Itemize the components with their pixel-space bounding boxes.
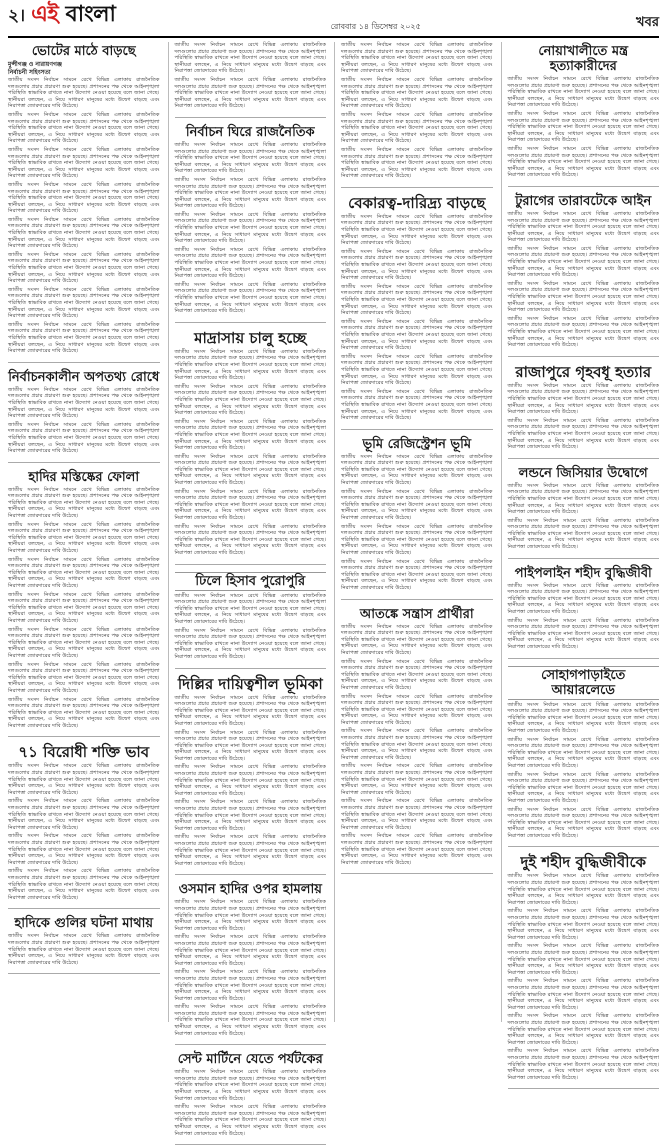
paragraph: জাতীয় সংসদ নির্বাচন সামনে রেখে বিভিন্ন এলাকায় রাজনৈতিক দলগুলোর প্রচার প্রচারণা শুরু হয়েছে। প্রশাসনের পক্ষ থেকে আইনশৃঙ্খলা পরিস্থিতি স্বাভাবিক রাখতে নানা উদ্যোগ নেওয়া হয়েছে বলে জানা গেছে। স্থানীয়রা বলছেন, এ নিয়ে সাধারণ মানুষের মধ্যে উদ্বেগ বাড়ছে এবং নিরাপত্তা জোরদারের দাবি উঠেছে। xyxy=(8,146,160,180)
newspaper-logo[interactable] xyxy=(31,0,115,34)
paragraph: জাতীয় সংসদ নির্বাচন সামনে রেখে বিভিন্ন এলাকায় রাজনৈতিক দলগুলোর প্রচার প্রচারণা শুরু হয়েছে। প্রশাসনের পক্ষ থেকে আইনশৃঙ্খলা পরিস্থিতি স্বাভাবিক রাখতে নানা উদ্যোগ নেওয়া হয়েছে বলে জানা গেছে। স্থানীয়রা বলছেন, এ নিয়ে সাধারণ মানুষের মধ্যে উদ্বেগ বাড়ছে এবং নিরাপত্তা জোরদারের দাবি উঠেছে। xyxy=(507,978,659,1011)
paragraph: জাতীয় সংসদ নির্বাচন সামনে রেখে বিভিন্ন এলাকায় রাজনৈতিক দলগুলোর প্রচার প্রচারণা শুরু হয়েছে। প্রশাসনের পক্ষ থেকে আইনশৃঙ্খলা পরিস্থিতি স্বাভাবিক রাখতে নানা উদ্যোগ নেওয়া হয়েছে বলে জানা গেছে। স্থানীয়রা বলছেন, এ নিয়ে সাধারণ মানুষের মধ্যে উদ্বেগ বাড়ছে এবং নিরাপত্তা জোরদারের দাবি উঠেছে। xyxy=(8,251,160,285)
paragraph: জাতীয় সংসদ নির্বাচন সামনে রেখে বিভিন্ন এলাকায় রাজনৈতিক দলগুলোর প্রচার প্রচারণা শুরু হয়েছে। প্রশাসনের পক্ষ থেকে আইনশৃঙ্খলা পরিস্থিতি স্বাভাবিক রাখতে নানা উদ্যোগ নেওয়া হয়েছে বলে জানা গেছে। স্থানীয়রা বলছেন, এ নিয়ে সাধারণ মানুষের মধ্যে উদ্বেগ বাড়ছে এবং নিরাপত্তা জোরদারের দাবি উঠেছে। xyxy=(174,969,326,1002)
paragraph: জাতীয় সংসদ নির্বাচন সামনে রেখে বিভিন্ন এলাকায় রাজনৈতিক দলগুলোর প্রচার প্রচারণা শুরু হয়েছে। প্রশাসনের পক্ষ থেকে আইনশৃঙ্খলা পরিস্থিতি স্বাভাবিক রাখতে নানা উদ্যোগ নেওয়া হয়েছে বলে জানা গেছে। স্থানীয়রা বলছেন, এ নিয়ে সাধারণ মানুষের মধ্যে উদ্বেগ বাড়ছে এবং নিরাপত্তা জোরদারের দাবি উঠেছে। xyxy=(507,280,659,314)
paragraph: জাতীয় সংসদ নির্বাচন সামনে রেখে বিভিন্ন এলাকায় রাজনৈতিক দলগুলোর প্রচার প্রচারণা শুরু হয়েছে। প্রশাসনের পক্ষ থেকে আইনশৃঙ্খলা পরিস্থিতি স্বাভাবিক রাখতে নানা উদ্যোগ নেওয়া হয়েছে বলে জানা গেছে। স্থানীয়রা বলছেন, এ নিয়ে সাধারণ মানুষের মধ্যে উদ্বেগ বাড়ছে এবং নিরাপত্তা জোরদারের দাবি উঠেছে। xyxy=(8,286,160,320)
column-1 xyxy=(8,42,160,1022)
headline[interactable]: রাজাপুরে গৃহবধূ হত্যার xyxy=(515,362,652,381)
paragraph: জাতীয় সংসদ নির্বাচন সামনে রেখে বিভিন্ন এলাকায় রাজনৈতিক দলগুলোর প্রচার প্রচারণা শুরু হয়েছে। প্রশাসনের পক্ষ থেকে আইনশৃঙ্খলা পরিস্থিতি স্বাভাবিক রাখতে নানা উদ্যোগ নেওয়া হয়েছে বলে জানা গেছে। স্থানীয়রা বলছেন, এ নিয়ে সাধারণ মানুষের মধ্যে উদ্বেগ বাড়ছে এবং নিরাপত্তা জোরদারের দাবি উঠেছে। xyxy=(8,321,160,355)
article-body xyxy=(175,1069,327,1137)
divider xyxy=(508,458,660,459)
headline[interactable]: টুরাগের তারাবটেকে আইন xyxy=(515,193,652,209)
paragraph: জাতীয় সংসদ নির্বাচন সামনে রেখে বিভিন্ন এলাকায় রাজনৈতিক দলগুলোর প্রচার প্রচারণা শুরু হয়েছে। প্রশাসনের পক্ষ থেকে আইনশৃঙ্খলা পরিস্থিতি স্বাভাবিক রাখতে নানা উদ্যোগ নেওয়া হয়েছে বলে জানা গেছে। স্থানীয়রা বলছেন, এ নিয়ে সাধারণ মানুষের মধ্যে উদ্বেগ বাড়ছে এবং নিরাপত্তা জোরদারের দাবি উঠেছে। xyxy=(341,213,493,247)
paragraph: জাতীয় সংসদ নির্বাচন সামনে রেখে বিভিন্ন এলাকায় রাজনৈতিক দলগুলোর প্রচার প্রচারণা শুরু হয়েছে। প্রশাসনের পক্ষ থেকে আইনশৃঙ্খলা পরিস্থিতি স্বাভাবিক রাখতে নানা উদ্যোগ নেওয়া হয়েছে বলে জানা গেছে। স্থানীয়রা বলছেন, এ নিয়ে সাধারণ মানুষের মধ্যে উদ্বেগ বাড়ছে এবং নিরাপত্তা জোরদারের দাবি উঠেছে। xyxy=(341,693,493,726)
paragraph: জাতীয় সংসদ নির্বাচন সামনে রেখে বিভিন্ন এলাকায় রাজনৈতিক দলগুলোর প্রচার প্রচারণা শুরু হয়েছে। প্রশাসনের পক্ষ থেকে আইনশৃঙ্খলা পরিস্থিতি স্বাভাবিক রাখতে নানা উদ্যোগ নেওয়া হয়েছে বলে জানা গেছে। স্থানীয়রা বলছেন, এ নিয়ে সাধারণ মানুষের মধ্যে উদ্বেগ বাড়ছে এবং নিরাপত্তা জোরদারের দাবি উঠেছে। xyxy=(174,799,326,832)
paragraph: জাতীয় সংসদ নির্বাচন সামনে রেখে বিভিন্ন এলাকায় রাজনৈতিক দলগুলোর প্রচার প্রচারণা শুরু হয়েছে। প্রশাসনের পক্ষ থেকে আইনশৃঙ্খলা পরিস্থিতি স্বাভাবিক রাখতে নানা উদ্যোগ নেওয়া হয়েছে বলে জানা গেছে। স্থানীয়রা বলছেন, এ নিয়ে সাধারণ মানুষের মধ্যে উদ্বেগ বাড়ছে এবং নিরাপত্তা জোরদারের দাবি উঠেছে। xyxy=(341,283,493,317)
page-number: ২। xyxy=(8,6,26,26)
paragraph: জাতীয় সংসদ নির্বাচন সামনে রেখে বিভিন্ন এলাকায় রাজনৈতিক দলগুলোর প্রচার প্রচারণা শুরু হয়েছে। প্রশাসনের পক্ষ থেকে আইনশৃঙ্খলা পরিস্থিতি স্বাভাবিক রাখতে নানা উদ্যোগ নেওয়া হয়েছে বলে জানা গেছে। স্থানীয়রা বলছেন, এ নিয়ে সাধারণ মানুষের মধ্যে উদ্বেগ বাড়ছে এবং নিরাপত্তা জোরদারের দাবি উঠেছে। xyxy=(341,558,493,591)
article-b4[interactable] xyxy=(175,570,327,663)
article-a3[interactable] xyxy=(8,468,160,732)
divider xyxy=(508,186,660,187)
headline[interactable]: ৭১ বিরোধী শক্তি ভাব xyxy=(18,743,150,762)
paragraph: জাতীয় সংসদ নির্বাচন সামনে রেখে বিভিন্ন এলাকায় রাজনৈতিক দলগুলোর প্রচার প্রচারণা শুরু হয়েছে। প্রশাসনের পক্ষ থেকে আইনশৃঙ্খলা পরিস্থিতি স্বাভাবিক রাখতে নানা উদ্যোগ নেওয়া হয়েছে বলে জানা গেছে। স্থানীয়রা বলছেন, এ নিয়ে সাধারণ মানুষের মধ্যে উদ্বেগ বাড়ছে এবং নিরাপত্তা জোরদারের দাবি উঠেছে। xyxy=(8,868,160,901)
divider xyxy=(175,117,327,118)
paragraph: জাতীয় সংসদ নির্বাচন সামনে রেখে বিভিন্ন এলাকায় রাজনৈতিক দলগুলোর প্রচার প্রচারণা শুরু হয়েছে। প্রশাসনের পক্ষ থেকে আইনশৃঙ্খলা পরিস্থিতি স্বাভাবিক রাখতে নানা উদ্যোগ নেওয়া হয়েছে বলে জানা গেছে। স্থানীয়রা বলছেন, এ নিয়ে সাধারণ মানুষের মধ্যে উদ্বেগ বাড়ছে এবং নিরাপত্তা জোরদারের দাবি উঠেছে। xyxy=(507,736,659,769)
paragraph: জাতীয় সংসদ নির্বাচন সামনে রেখে বিভিন্ন এলাকায় রাজনৈতিক দলগুলোর প্রচার প্রচারণা শুরু হয়েছে। প্রশাসনের পক্ষ থেকে আইনশৃঙ্খলা পরিস্থিতি স্বাভাবিক রাখতে নানা উদ্যোগ নেওয়া হয়েছে বলে জানা গেছে। স্থানীয়রা বলছেন, এ নিয়ে সাধারণ মানুষের মধ্যে উদ্বেগ বাড়ছে এবং নিরাপত্তা জোরদারের দাবি উঠেছে। xyxy=(507,582,659,616)
article-c1[interactable] xyxy=(341,42,493,182)
paragraph: জাতীয় সংসদ নির্বাচন সামনে রেখে বিভিন্ন এলাকায় রাজনৈতিক দলগুলোর প্রচার প্রচারণা শুরু হয়েছে। প্রশাসনের পক্ষ থেকে আইনশৃঙ্খলা পরিস্থিতি স্বাভাবিক রাখতে নানা উদ্যোগ নেওয়া হয়েছে বলে জানা গেছে। স্থানীয়রা বলছেন, এ নিয়ে সাধারণ মানুষের মধ্যে উদ্বেগ বাড়ছে এবং নিরাপত্তা জোরদারের দাবি উঠেছে। xyxy=(8,216,160,250)
paragraph: জাতীয় সংসদ নির্বাচন সামনে রেখে বিভিন্ন এলাকায় রাজনৈতিক দলগুলোর প্রচার প্রচারণা শুরু হয়েছে। প্রশাসনের পক্ষ থেকে আইনশৃঙ্খলা পরিস্থিতি স্বাভাবিক রাখতে নানা উদ্যোগ নেওয়া হয়েছে বলে জানা গেছে। স্থানীয়রা বলছেন, এ নিয়ে সাধারণ মানুষের মধ্যে উদ্বেগ বাড়ছে এবং নিরাপত্তা জোরদারের দাবি উঠেছে। xyxy=(507,382,659,416)
paragraph: জাতীয় সংসদ নির্বাচন সামনে রেখে বিভিন্ন এলাকায় রাজনৈতিক দলগুলোর প্রচার প্রচারণা শুরু হয়েছে। প্রশাসনের পক্ষ থেকে আইনশৃঙ্খলা পরিস্থিতি স্বাভাবিক রাখতে নানা উদ্যোগ নেওয়া হয়েছে বলে জানা গেছে। স্থানীয়রা বলছেন, এ নিয়ে সাধারণ মানুষের মধ্যে উদ্বেগ বাড়ছে এবং নিরাপত্তা জোরদারের দাবি উঠেছে। xyxy=(174,1069,326,1102)
paragraph: জাতীয় সংসদ নির্বাচন সামনে রেখে বিভিন্ন এলাকায় রাজনৈতিক দলগুলোর প্রচার প্রচারণা শুরু হয়েছে। প্রশাসনের পক্ষ থেকে আইনশৃঙ্খলা পরিস্থিতি স্বাভাবিক রাখতে নানা উদ্যোগ নেওয়া হয়েছে বলে জানা গেছে। স্থানীয়রা বলছেন, এ নিয়ে সাধারণ মানুষের মধ্যে উদ্বেগ বাড়ছে এবং নিরাপত্তা জোরদারের দাবি উঠেছে। xyxy=(174,729,326,762)
article-body xyxy=(508,211,660,349)
paragraph: জাতীয় সংসদ নির্বাচন সামনে রেখে বিভিন্ন এলাকায় রাজনৈতিক দলগুলোর প্রচার প্রচারণা শুরু হয়েছে। প্রশাসনের পক্ষ থেকে আইনশৃঙ্খলা পরিস্থিতি স্বাভাবিক রাখতে নানা উদ্যোগ নেওয়া হয়েছে বলে জানা গেছে। স্থানীয়রা বলছেন, এ নিয়ে সাধারণ মানুষের মধ্যে উদ্বেগ বাড়ছে এবং নিরাপত্তা জোরদারের দাবি উঠেছে। xyxy=(341,728,493,761)
column-2 xyxy=(168,42,327,1137)
paragraph: জাতীয় সংসদ নির্বাচন সামনে রেখে বিভিন্ন এলাকায় রাজনৈতিক দলগুলোর প্রচার প্রচারণা শুরু হয়েছে। প্রশাসনের পক্ষ থেকে আইনশৃঙ্খলা পরিস্থিতি স্বাভাবিক রাখতে নানা উদ্যোগ নেওয়া হয়েছে বলে জানা গেছে। স্থানীয়রা বলছেন, এ নিয়ে সাধারণ মানুষের মধ্যে উদ্বেগ বাড়ছে এবং নিরাপত্তা জোরদারের দাবি উঠেছে। xyxy=(341,798,493,831)
paragraph: জাতীয় সংসদ নির্বাচন সামনে রেখে বিভিন্ন এলাকায় রাজনৈতিক দলগুলোর প্রচার প্রচারণা শুরু হয়েছে। প্রশাসনের পক্ষ থেকে আইনশৃঙ্খলা পরিস্থিতি স্বাভাবিক রাখতে নানা উদ্যোগ নেওয়া হয়েছে বলে জানা গেছে। স্থানীয়রা বলছেন, এ নিয়ে সাধারণ মানুষের মধ্যে উদ্বেগ বাড়ছে এবং নিরাপত্তা জোরদারের দাবি উঠেছে। xyxy=(8,591,160,624)
paragraph: জাতীয় সংসদ নির্বাচন সামনে রেখে বিভিন্ন এলাকায় রাজনৈতিক দলগুলোর প্রচার প্রচারণা শুরু হয়েছে। প্রশাসনের পক্ষ থেকে আইনশৃঙ্খলা পরিস্থিতি স্বাভাবিক রাখতে নানা উদ্যোগ নেওয়া হয়েছে বলে জানা গেছে। স্থানীয়রা বলছেন, এ নিয়ে সাধারণ মানুষের মধ্যে উদ্বেগ বাড়ছে এবং নিরাপত্তা জোরদারের দাবি উঠেছে। xyxy=(341,763,493,796)
paragraph: জাতীয় সংসদ নির্বাচন সামনে রেখে বিভিন্ন এলাকায় রাজনৈতিক দলগুলোর প্রচার প্রচারণা শুরু হয়েছে। প্রশাসনের পক্ষ থেকে আইনশৃঙ্খলা পরিস্থিতি স্বাভাবিক রাখতে নানা উদ্যোগ নেওয়া হয়েছে বলে জানা গেছে। স্থানীয়রা বলছেন, এ নিয়ে সাধারণ মানুষের মধ্যে উদ্বেগ বাড়ছে এবং নিরাপত্তা জোরদারের দাবি উঠেছে। xyxy=(341,488,493,522)
divider xyxy=(8,908,160,909)
divider xyxy=(341,873,493,874)
paragraph: জাতীয় সংসদ নির্বাচন সামনে রেখে বিভিন্ন এলাকায় রাজনৈতিক দলগুলোর প্রচার প্রচারণা শুরু হয়েছে। প্রশাসনের পক্ষ থেকে আইনশৃঙ্খলা পরিস্থিতি স্বাভাবিক রাখতে নানা উদ্যোগ নেওয়া হয়েছে বলে জানা গেছে। স্থানীয়রা বলছেন, এ নিয়ে সাধারণ মানুষের মধ্যে উদ্বেগ বাড়ছে এবং নিরাপত্তা জোরদারের দাবি উঠেছে। xyxy=(8,556,160,589)
article-a5[interactable] xyxy=(8,914,160,968)
article-b6[interactable] xyxy=(175,880,327,1039)
paragraph: জাতীয় সংসদ নির্বাচন সামনে রেখে বিভিন্ন এলাকায় রাজনৈতিক দলগুলোর প্রচার প্রচারণা শুরু হয়েছে। প্রশাসনের পক্ষ থেকে আইনশৃঙ্খলা পরিস্থিতি স্বাভাবিক রাখতে নানা উদ্যোগ নেওয়া হয়েছে বলে জানা গেছে। স্থানীয়রা বলছেন, এ নিয়ে সাধারণ মানুষের মধ্যে উদ্বেগ বাড়ছে এবং নিরাপত্তা জোরদারের দাবি উঠেছে। xyxy=(8,933,160,966)
paragraph: জাতীয় সংসদ নির্বাচন সামনে রেখে বিভিন্ন এলাকায় রাজনৈতিক দলগুলোর প্রচার প্রচারণা শুরু হয়েছে। প্রশাসনের পক্ষ থেকে আইনশৃঙ্খলা পরিস্থিতি স্বাভাবিক রাখতে নানা উদ্যোগ নেওয়া হয়েছে বলে জানা গেছে। স্থানীয়রা বলছেন, এ নিয়ে সাধারণ মানুষের মধ্যে উদ্বেগ বাড়ছে এবং নিরাপত্তা জোরদারের দাবি উঠেছে। xyxy=(8,77,160,110)
paragraph: জাতীয় সংসদ নির্বাচন সামনে রেখে বিভিন্ন এলাকায় রাজনৈতিক দলগুলোর প্রচার প্রচারণা শুরু হয়েছে। প্রশাসনের পক্ষ থেকে আইনশৃঙ্খলা পরিস্থিতি স্বাভাবিক রাখতে নানা উদ্যোগ নেওয়া হয়েছে বলে জানা গেছে। স্থানীয়রা বলছেন, এ নিয়ে সাধারণ মানুষের মধ্যে উদ্বেগ বাড়ছে এবং নিরাপত্তা জোরদারের দাবি উঠেছে। xyxy=(8,833,160,866)
article-body xyxy=(175,695,327,868)
article-d4[interactable] xyxy=(508,464,660,553)
logo-prefix: এই xyxy=(31,1,59,27)
paragraph: জাতীয় সংসদ নির্বাচন সামনে রেখে বিভিন্ন এলাকায় রাজনৈতিক দলগুলোর প্রচার প্রচারণা শুরু হয়েছে। প্রশাসনের পক্ষ থেকে আইনশৃঙ্খলা পরিস্থিতি স্বাভাবিক রাখতে নানা উদ্যোগ নেওয়া হয়েছে বলে জানা গেছে। স্থানীয়রা বলছেন, এ নিয়ে সাধারণ মানুষের মধ্যে উদ্বেগ বাড়ছে এবং নিরাপত্তা জোরদারের দাবি উঠেছে। xyxy=(507,873,659,906)
article-body xyxy=(508,873,660,1081)
headline[interactable]: ঢিলে হিসাব পুরোপুরি xyxy=(175,572,327,591)
headline[interactable]: ওসমান হাদির ওপর হামলায় xyxy=(178,882,322,898)
divider xyxy=(175,874,327,875)
article-d3[interactable] xyxy=(508,362,660,453)
paragraph: জাতীয় সংসদ নির্বাচন সামনে রেখে বিভিন্ন এলাকায় রাজনৈতিক দলগুলোর প্রচার প্রচারণা শুরু হয়েছে। প্রশাসনের পক্ষ থেকে আইনশৃঙ্খলা পরিস্থিতি স্বাভাবিক রাখতে নানা উদ্যোগ নেওয়া হয়েছে বলে জানা গেছে। স্থানীয়রা বলছেন, এ নিয়ে সাধারণ মানুষের মধ্যে উদ্বেগ বাড়ছে এবং নিরাপত্তা জোরদারের দাবি উঠেছে। xyxy=(341,523,493,556)
divider xyxy=(508,558,660,559)
paragraph: জাতীয় সংসদ নির্বাচন সামনে রেখে বিভিন্ন এলাকায় রাজনৈতিক দলগুলোর প্রচার প্রচারণা শুরু হয়েছে। প্রশাসনের পক্ষ থেকে আইনশৃঙ্খলা পরিস্থিতি স্বাভাবিক রাখতে নানা উদ্যোগ নেওয়া হয়েছে বলে জানা গেছে। স্থানীয়রা বলছেন, এ নিয়ে সাধারণ মানুষের মধ্যে উদ্বেগ বাড়ছে এবং নিরাপত্তা জোরদারের দাবি উঠেছে। xyxy=(174,523,326,556)
paragraph: জাতীয় সংসদ নির্বাচন সামনে রেখে বিভিন্ন এলাকায় রাজনৈতিক দলগুলোর প্রচার প্রচারণা শুরু হয়েছে। প্রশাসনের পক্ষ থেকে আইনশৃঙ্খলা পরিস্থিতি স্বাভাবিক রাখতে নানা উদ্যোগ নেওয়া হয়েছে বলে জানা গেছে। স্থানীয়রা বলছেন, এ নিয়ে সাধারণ মানুষের মধ্যে উদ্বেগ বাড়ছে এবং নিরাপত্তা জোরদারের দাবি উঠেছে। xyxy=(341,76,493,110)
article-d1[interactable] xyxy=(508,42,660,181)
paragraph: জাতীয় সংসদ নির্বাচন সামনে রেখে বিভিন্ন এলাকায় রাজনৈতিক দলগুলোর প্রচার প্রচারণা শুরু হয়েছে। প্রশাসনের পক্ষ থেকে আইনশৃঙ্খলা পরিস্থিতি স্বাভাবিক রাখতে নানা উদ্যোগ নেওয়া হয়েছে বলে জানা গেছে। স্থানীয়রা বলছেন, এ নিয়ে সাধারণ মানুষের মধ্যে উদ্বেগ বাড়ছে এবং নিরাপত্তা জোরদারের দাবি উঠেছে। xyxy=(341,146,493,180)
article-body xyxy=(175,349,327,557)
paragraph: জাতীয় সংসদ নির্বাচন সামনে রেখে বিভিন্ন এলাকায় রাজনৈতিক দলগুলোর প্রচার প্রচারণা শুরু হয়েছে। প্রশাসনের পক্ষ থেকে আইনশৃঙ্খলা পরিস্থিতি স্বাভাবিক রাখতে নানা উদ্যোগ নেওয়া হয়েছে বলে জানা গেছে। স্থানীয়রা বলছেন, এ নিয়ে সাধারণ মানুষের মধ্যে উদ্বেগ বাড়ছে এবং নিরাপত্তা জোরদারের দাবি উঠেছে। xyxy=(507,1013,659,1046)
headline[interactable]: ভোটের মাঠে বাড়ছে xyxy=(31,44,136,59)
paragraph: জাতীয় সংসদ নির্বাচন সামনে রেখে বিভিন্ন এলাকায় রাজনৈতিক দলগুলোর প্রচার প্রচারণা শুরু হয়েছে। প্রশাসনের পক্ষ থেকে আইনশৃঙ্খলা পরিস্থিতি স্বাভাবিক রাখতে নানা উদ্যোগ নেওয়া হয়েছে বলে জানা গেছে। স্থানীয়রা বলছেন, এ নিয়ে সাধারণ মানুষের মধ্যে উদ্বেগ বাড়ছে এবং নিরাপত্তা জোরদারের দাবি উঠেছে। xyxy=(174,1104,326,1137)
article-body xyxy=(341,454,493,592)
paragraph: জাতীয় সংসদ নির্বাচন সামনে রেখে বিভিন্ন এলাকায় রাজনৈতিক দলগুলোর প্রচার প্রচারণা শুরু হয়েছে। প্রশাসনের পক্ষ থেকে আইনশৃঙ্খলা পরিস্থিতি স্বাভাবিক রাখতে নানা উদ্যোগ নেওয়া হয়েছে বলে জানা গেছে। স্থানীয়রা বলছেন, এ নিয়ে সাধারণ মানুষের মধ্যে উদ্বেগ বাড়ছে এবং নিরাপত্তা জোরদারের দাবি উঠেছে। xyxy=(507,245,659,279)
divider xyxy=(175,668,327,669)
paragraph: জাতীয় সংসদ নির্বাচন সামনে রেখে বিভিন্ন এলাকায় রাজনৈতিক দলগুলোর প্রচার প্রচারণা শুরু হয়েছে। প্রশাসনের পক্ষ থেকে আইনশৃঙ্খলা পরিস্থিতি স্বাভাবিক রাখতে নানা উদ্যোগ নেওয়া হয়েছে বলে জানা গেছে। স্থানীয়রা বলছেন, এ নিয়ে সাধারণ মানুষের মধ্যে উদ্বেগ বাড়ছে এবং নিরাপত্তা জোরদারের দাবি উঠেছে। xyxy=(507,210,659,244)
article-body xyxy=(175,142,327,315)
divider xyxy=(8,462,160,463)
divider xyxy=(175,322,327,323)
article-d5[interactable] xyxy=(508,564,660,653)
article-d6[interactable] xyxy=(508,664,660,842)
article-body xyxy=(8,933,160,966)
divider xyxy=(341,429,493,430)
paragraph: জাতীয় সংসদ নির্বাচন সামনে রেখে বিভিন্ন এলাকায় রাজনৈতিক দলগুলোর প্রচার প্রচারণা শুরু হয়েছে। প্রশাসনের পক্ষ থেকে আইনশৃঙ্খলা পরিস্থিতি স্বাভাবিক রাখতে নানা উদ্যোগ নেওয়া হয়েছে বলে জানা গেছে। স্থানীয়রা বলছেন, এ নিয়ে সাধারণ মানুষের মধ্যে উদ্বেগ বাড়ছে এবং নিরাপত্তা জোরদারের দাবি উঠেছে। xyxy=(507,417,659,451)
article-body xyxy=(175,593,327,661)
section-label: খবর xyxy=(636,15,659,30)
dateline: রোববার ১৪ ডিসেম্বর ২০২৫ xyxy=(330,22,421,31)
headline[interactable]: নির্বাচনকালীন অপতথ্য রোধে xyxy=(8,369,160,385)
paragraph: জাতীয় সংসদ নির্বাচন সামনে রেখে বিভিন্ন এলাকায় রাজনৈতিক দলগুলোর প্রচার প্রচারণা শুরু হয়েছে। প্রশাসনের পক্ষ থেকে আইনশৃঙ্খলা পরিস্থিতি স্বাভাবিক রাখতে নানা উদ্যোগ নেওয়া হয়েছে বলে জানা গেছে। স্থানীয়রা বলছেন, এ নিয়ে সাধারণ মানুষের মধ্যে উদ্বেগ বাড়ছে এবং নিরাপত্তা জোরদারের দাবি উঠেছে। xyxy=(8,763,160,796)
headline[interactable]: লন্ডনে জিসিয়ার উদ্বোগে xyxy=(518,465,648,481)
paragraph: জাতীয় সংসদ নির্বাচন সামনে রেখে বিভিন্ন এলাকায় রাজনৈতিক দলগুলোর প্রচার প্রচারণা শুরু হয়েছে। প্রশাসনের পক্ষ থেকে আইনশৃঙ্খলা পরিস্থিতি স্বাভাবিক রাখতে নানা উদ্যোগ নেওয়া হয়েছে বলে জানা গেছে। স্থানীয়রা বলছেন, এ নিয়ে সাধারণ মানুষের মধ্যে উদ্বেগ বাড়ছে এবং নিরাপত্তা জোরদারের দাবি উঠেছে। xyxy=(8,521,160,555)
paragraph: জাতীয় সংসদ নির্বাচন সামনে রেখে বিভিন্ন এলাকায় রাজনৈতিক দলগুলোর প্রচার প্রচারণা শুরু হয়েছে। প্রশাসনের পক্ষ থেকে আইনশৃঙ্খলা পরিস্থিতি স্বাভাবিক রাখতে নানা উদ্যোগ নেওয়া হয়েছে বলে জানা গেছে। স্থানীয়রা বলছেন, এ নিয়ে সাধারণ মানুষের মধ্যে উদ্বেগ বাড়ছে এবং নিরাপত্তা জোরদারের দাবি উঠেছে। xyxy=(507,617,659,650)
article-d7[interactable] xyxy=(508,852,660,1083)
divider xyxy=(508,1088,660,1089)
article-body xyxy=(508,702,660,840)
paragraph: জাতীয় সংসদ নির্বাচন সামনে রেখে বিভিন্ন এলাকায় রাজনৈতিক দলগুলোর প্রচার প্রচারণা শুরু হয়েছে। প্রশাসনের পক্ষ থেকে আইনশৃঙ্খলা পরিস্থিতি স্বাভাবিক রাখতে নানা উদ্যোগ নেওয়া হয়েছে বলে জানা গেছে। স্থানীয়রা বলছেন, এ নিয়ে সাধারণ মানুষের মধ্যে উদ্বেগ বাড়ছে এবং নিরাপত্তা জোরদারের দাবি উঠেছে। xyxy=(507,76,659,109)
paragraph: জাতীয় সংসদ নির্বাচন সামনে রেখে বিভিন্ন এলাকায় রাজনৈতিক দলগুলোর প্রচার প্রচারণা শুরু হয়েছে। প্রশাসনের পক্ষ থেকে আইনশৃঙ্খলা পরিস্থিতি স্বাভাবিক রাখতে নানা উদ্যোগ নেওয়া হয়েছে বলে জানা গেছে। স্থানীয়রা বলছেন, এ নিয়ে সাধারণ মানুষের মধ্যে উদ্বেগ বাড়ছে এবং নিরাপত্তা জোরদারের দাবি উঠেছে। xyxy=(174,211,326,245)
logo-main: বাংলা xyxy=(65,1,116,27)
paragraph: জাতীয় সংসদ নির্বাচন সামনে রেখে বিভিন্ন এলাকায় রাজনৈতিক দলগুলোর প্রচার প্রচারণা শুরু হয়েছে। প্রশাসনের পক্ষ থেকে আইনশৃঙ্খলা পরিস্থিতি স্বাভাবিক রাখতে নানা উদ্যোগ নেওয়া হয়েছে বলে জানা গেছে। স্থানীয়রা বলছেন, এ নিয়ে সাধারণ মানুষের মধ্যে উদ্বেগ বাড়ছে এবং নিরাপত্তা জোরদারের দাবি উঠেছে। xyxy=(174,592,326,625)
article-b7[interactable] xyxy=(175,1050,327,1139)
divider xyxy=(508,846,660,847)
paragraph: জাতীয় সংসদ নির্বাচন সামনে রেখে বিভিন্ন এলাকায় রাজনৈতিক দলগুলোর প্রচার প্রচারণা শুরু হয়েছে। প্রশাসনের পক্ষ থেকে আইনশৃঙ্খলা পরিস্থিতি স্বাভাবিক রাখতে নানা উদ্যোগ নেওয়া হয়েছে বলে জানা গেছে। স্থানীয়রা বলছেন, এ নিয়ে সাধারণ মানুষের মধ্যে উদ্বেগ বাড়ছে এবং নিরাপত্তা জোরদারের দাবি উঠেছে। xyxy=(174,627,326,660)
masthead xyxy=(8,1,659,38)
article-body xyxy=(508,76,660,179)
article-a1[interactable] xyxy=(8,42,160,357)
paragraph: জাতীয় সংসদ নির্বাচন সামনে রেখে বিভিন্ন এলাকায় রাজনৈতিক দলগুলোর প্রচার প্রচারণা শুরু হয়েছে। প্রশাসনের পক্ষ থেকে আইনশৃঙ্খলা পরিস্থিতি স্বাভাবিক রাখতে নানা উদ্যোগ নেওয়া হয়েছে বলে জানা গেছে। স্থানীয়রা বলছেন, এ নিয়ে সাধারণ মানুষের মধ্যে উদ্বেগ বাড়ছে এবং নিরাপত্তা জোরদারের দাবি উঠেছে। xyxy=(341,42,493,75)
column-3 xyxy=(334,42,493,1022)
paragraph: জাতীয় সংসদ নির্বাচন সামনে রেখে বিভিন্ন এলাকায় রাজনৈতিক দলগুলোর প্রচার প্রচারণা শুরু হয়েছে। প্রশাসনের পক্ষ থেকে আইনশৃঙ্খলা পরিস্থিতি স্বাভাবিক রাখতে নানা উদ্যোগ নেওয়া হয়েছে বলে জানা গেছে। স্থানীয়রা বলছেন, এ নিয়ে সাধারণ মানুষের মধ্যে উদ্বেগ বাড়ছে এবং নিরাপত্তা জোরদারের দাবি উঠেছে। xyxy=(8,696,160,729)
article-b1[interactable] xyxy=(175,42,327,112)
divider xyxy=(341,599,493,600)
divider xyxy=(341,187,493,188)
paragraph: জাতীয় সংসদ নির্বাচন সামনে রেখে বিভিন্ন এলাকায় রাজনৈতিক দলগুলোর প্রচার প্রচারণা শুরু হয়েছে। প্রশাসনের পক্ষ থেকে আইনশৃঙ্খলা পরিস্থিতি স্বাভাবিক রাখতে নানা উদ্যোগ নেওয়া হয়েছে বলে জানা গেছে। স্থানীয়রা বলছেন, এ নিয়ে সাধারণ মানুষের মধ্যে উদ্বেগ বাড়ছে এবং নিরাপত্তা জোরদারের দাবি উঠেছে। xyxy=(174,141,326,175)
paragraph: জাতীয় সংসদ নির্বাচন সামনে রেখে বিভিন্ন এলাকায় রাজনৈতিক দলগুলোর প্রচার প্রচারণা শুরু হয়েছে। প্রশাসনের পক্ষ থেকে আইনশৃঙ্খলা পরিস্থিতি স্বাভাবিক রাখতে নানা উদ্যোগ নেওয়া হয়েছে বলে জানা গেছে। স্থানীয়রা বলছেন, এ নিয়ে সাধারণ মানুষের মধ্যে উদ্বেগ বাড়ছে এবং নিরাপত্তা জোরদারের দাবি উঠেছে। xyxy=(174,348,326,382)
headline[interactable]: হাদির মস্তিষ্কের ফোলা xyxy=(28,469,140,485)
paragraph: জাতীয় সংসদ নির্বাচন সামনে রেখে বিভিন্ন এলাকায় রাজনৈতিক দলগুলোর প্রচার প্রচারণা শুরু হয়েছে। প্রশাসনের পক্ষ থেকে আইনশৃঙ্খলা পরিস্থিতি স্বাভাবিক রাখতে নানা উদ্যোগ নেওয়া হয়েছে বলে জানা গেছে। স্থানীয়রা বলছেন, এ নিয়ে সাধারণ মানুষের মধ্যে উদ্বেগ বাড়ছে এবং নিরাপত্তা জোরদারের দাবি উঠেছে। xyxy=(174,488,326,522)
paragraph: জাতীয় সংসদ নির্বাচন সামনে রেখে বিভিন্ন এলাকায় রাজনৈতিক দলগুলোর প্রচার প্রচারণা শুরু হয়েছে। প্রশাসনের পক্ষ থেকে আইনশৃঙ্খলা পরিস্থিতি স্বাভাবিক রাখতে নানা উদ্যোগ নেওয়া হয়েছে বলে জানা গেছে। স্থানীয়রা বলছেন, এ নিয়ে সাধারণ মানুষের মধ্যে উদ্বেগ বাড়ছে এবং নিরাপত্তা জোরদারের দাবি উঠেছে। xyxy=(8,386,160,420)
paragraph: জাতীয় সংসদ নির্বাচন সামনে রেখে বিভিন্ন এলাকায় রাজনৈতিক দলগুলোর প্রচার প্রচারণা শুরু হয়েছে। প্রশাসনের পক্ষ থেকে আইনশৃঙ্খলা পরিস্থিতি স্বাভাবিক রাখতে নানা উদ্যোগ নেওয়া হয়েছে বলে জানা গেছে। স্থানীয়রা বলছেন, এ নিয়ে সাধারণ মানুষের মধ্যে উদ্বেগ বাড়ছে এবং নিরাপত্তা জোরদারের দাবি উঠেছে। xyxy=(341,353,493,387)
paragraph: জাতীয় সংসদ নির্বাচন সামনে রেখে বিভিন্ন এলাকায় রাজনৈতিক দলগুলোর প্রচার প্রচারণা শুরু হয়েছে। প্রশাসনের পক্ষ থেকে আইনশৃঙ্খলা পরিস্থিতি স্বাভাবিক রাখতে নানা উদ্যোগ নেওয়া হয়েছে বলে জানা গেছে। স্থানীয়রা বলছেন, এ নিয়ে সাধারণ মানুষের মধ্যে উদ্বেগ বাড়ছে এবং নিরাপত্তা জোরদারের দাবি উঠেছে। xyxy=(174,934,326,967)
paragraph: জাতীয় সংসদ নির্বাচন সামনে রেখে বিভিন্ন এলাকায় রাজনৈতিক দলগুলোর প্রচার প্রচারণা শুরু হয়েছে। প্রশাসনের পক্ষ থেকে আইনশৃঙ্খলা পরিস্থিতি স্বাভাবিক রাখতে নানা উদ্যোগ নেওয়া হয়েছে বলে জানা গেছে। স্থানীয়রা বলছেন, এ নিয়ে সাধারণ মানুষের মধ্যে উদ্বেগ বাড়ছে এবং নিরাপত্তা জোরদারের দাবি উঠেছে। xyxy=(8,798,160,831)
paragraph: জাতীয় সংসদ নির্বাচন সামনে রেখে বিভিন্ন এলাকায় রাজনৈতিক দলগুলোর প্রচার প্রচারণা শুরু হয়েছে। প্রশাসনের পক্ষ থেকে আইনশৃঙ্খলা পরিস্থিতি স্বাভাবিক রাখতে নানা উদ্যোগ নেওয়া হয়েছে বলে জানা গেছে। স্থানীয়রা বলছেন, এ নিয়ে সাধারণ মানুষের মধ্যে উদ্বেগ বাড়ছে এবং নিরাপত্তা জোরদারের দাবি উঠেছে। xyxy=(8,421,160,455)
divider xyxy=(508,356,660,357)
headline[interactable]: নোয়াখালীতে মন্ত্র হত্যাকারীদের xyxy=(538,44,629,74)
paragraph: জাতীয় সংসদ নির্বাচন সামনে রেখে বিভিন্ন এলাকায় রাজনৈতিক দলগুলোর প্রচার প্রচারণা শুরু হয়েছে। প্রশাসনের পক্ষ থেকে আইনশৃঙ্খলা পরিস্থিতি স্বাভাবিক রাখতে নানা উদ্যোগ নেওয়া হয়েছে বলে জানা গেছে। স্থানীয়রা বলছেন, এ নিয়ে সাধারণ মানুষের মধ্যে উদ্বেগ বাড়ছে এবং নিরাপত্তা জোরদারের দাবি উঠেছে। xyxy=(174,383,326,417)
masthead-left xyxy=(8,0,115,34)
paragraph: জাতীয় সংসদ নির্বাচন সামনে রেখে বিভিন্ন এলাকায় রাজনৈতিক দলগুলোর প্রচার প্রচারণা শুরু হয়েছে। প্রশাসনের পক্ষ থেকে আইনশৃঙ্খলা পরিস্থিতি স্বাভাবিক রাখতে নানা উদ্যোগ নেওয়া হয়েছে বলে জানা গেছে। স্থানীয়রা বলছেন, এ নিয়ে সাধারণ মানুষের মধ্যে উদ্বেগ বাড়ছে এবং নিরাপত্তা জোরদারের দাবি উঠেছে। xyxy=(507,908,659,941)
paragraph: জাতীয় সংসদ নির্বাচন সামনে রেখে বিভিন্ন এলাকায় রাজনৈতিক দলগুলোর প্রচার প্রচারণা শুরু হয়েছে। প্রশাসনের পক্ষ থেকে আইনশৃঙ্খলা পরিস্থিতি স্বাভাবিক রাখতে নানা উদ্যোগ নেওয়া হয়েছে বলে জানা গেছে। স্থানীয়রা বলছেন, এ নিয়ে সাধারণ মানুষের মধ্যে উদ্বেগ বাড়ছে এবং নিরাপত্তা জোরদারের দাবি উঠেছে। xyxy=(341,248,493,282)
paragraph: জাতীয় সংসদ নির্বাচন সামনে রেখে বিভিন্ন এলাকায় রাজনৈতিক দলগুলোর প্রচার প্রচারণা শুরু হয়েছে। প্রশাসনের পক্ষ থেকে আইনশৃঙ্খলা পরিস্থিতি স্বাভাবিক রাখতে নানা উদ্যোগ নেওয়া হয়েছে বলে জানা গেছে। স্থানীয়রা বলছেন, এ নিয়ে সাধারণ মানুষের মধ্যে উদ্বেগ বাড়ছে এবং নিরাপত্তা জোরদারের দাবি উঠেছে। xyxy=(174,694,326,727)
paragraph: জাতীয় সংসদ নির্বাচন সামনে রেখে বিভিন্ন এলাকায় রাজনৈতিক দলগুলোর প্রচার প্রচারণা শুরু হয়েছে। প্রশাসনের পক্ষ থেকে আইনশৃঙ্খলা পরিস্থিতি স্বাভাবিক রাখতে নানা উদ্যোগ নেওয়া হয়েছে বলে জানা গেছে। স্থানীয়রা বলছেন, এ নিয়ে সাধারণ মানুষের মধ্যে উদ্বেগ বাড়ছে এবং নিরাপত্তা জোরদারের দাবি উঠেছে। xyxy=(174,834,326,867)
article-body xyxy=(341,42,493,180)
article-b5[interactable] xyxy=(175,674,327,870)
paragraph: জাতীয় সংসদ নির্বাচন সামনে রেখে বিভিন্ন এলাকায় রাজনৈতিক দলগুলোর প্রচার প্রচারণা শুরু হয়েছে। প্রশাসনের পক্ষ থেকে আইনশৃঙ্খলা পরিস্থিতি স্বাভাবিক রাখতে নানা উদ্যোগ নেওয়া হয়েছে বলে জানা গেছে। স্থানীয়রা বলছেন, এ নিয়ে সাধারণ মানুষের মধ্যে উদ্বেগ বাড়ছে এবং নিরাপত্তা জোরদারের দাবি উঠেছে। xyxy=(174,453,326,487)
paragraph: জাতীয় সংসদ নির্বাচন সামনে রেখে বিভিন্ন এলাকায় রাজনৈতিক দলগুলোর প্রচার প্রচারণা শুরু হয়েছে। প্রশাসনের পক্ষ থেকে আইনশৃঙ্খলা পরিস্থিতি স্বাভাবিক রাখতে নানা উদ্যোগ নেওয়া হয়েছে বলে জানা গেছে। স্থানীয়রা বলছেন, এ নিয়ে সাধারণ মানুষের মধ্যে উদ্বেগ বাড়ছে এবং নিরাপত্তা জোরদারের দাবি উঠেছে। xyxy=(174,1004,326,1037)
article-c4[interactable] xyxy=(341,605,493,869)
article-body xyxy=(341,214,493,422)
paragraph: জাতীয় সংসদ নির্বাচন সামনে রেখে বিভিন্ন এলাকায় রাজনৈতিক দলগুলোর প্রচার প্রচারণা শুরু হয়েছে। প্রশাসনের পক্ষ থেকে আইনশৃঙ্খলা পরিস্থিতি স্বাভাবিক রাখতে নানা উদ্যোগ নেওয়া হয়েছে বলে জানা গেছে। স্থানীয়রা বলছেন, এ নিয়ে সাধারণ মানুষের মধ্যে উদ্বেগ বাড়ছে এবং নিরাপত্তা জোরদারের দাবি উঠেছে। xyxy=(174,764,326,797)
paragraph: জাতীয় সংসদ নির্বাচন সামনে রেখে বিভিন্ন এলাকায় রাজনৈতিক দলগুলোর প্রচার প্রচারণা শুরু হয়েছে। প্রশাসনের পক্ষ থেকে আইনশৃঙ্খলা পরিস্থিতি স্বাভাবিক রাখতে নানা উদ্যোগ নেওয়া হয়েছে বলে জানা গেছে। স্থানীয়রা বলছেন, এ নিয়ে সাধারণ মানুষের মধ্যে উদ্বেগ বাড়ছে এবং নিরাপত্তা জোরদারের দাবি উঠেছে। xyxy=(174,418,326,452)
divider xyxy=(8,973,160,974)
paragraph: জাতীয় সংসদ নির্বাচন সামনে রেখে বিভিন্ন এলাকায় রাজনৈতিক দলগুলোর প্রচার প্রচারণা শুরু হয়েছে। প্রশাসনের পক্ষ থেকে আইনশৃঙ্খলা পরিস্থিতি স্বাভাবিক রাখতে নানা উদ্যোগ নেওয়া হয়েছে বলে জানা গেছে। স্থানীয়রা বলছেন, এ নিয়ে সাধারণ মানুষের মধ্যে উদ্বেগ বাড়ছে এবং নিরাপত্তা জোরদারের দাবি উঠেছে। xyxy=(507,482,659,516)
article-body xyxy=(175,42,327,110)
paragraph: জাতীয় সংসদ নির্বাচন সামনে রেখে বিভিন্ন এলাকায় রাজনৈতিক দলগুলোর প্রচার প্রচারণা শুরু হয়েছে। প্রশাসনের পক্ষ থেকে আইনশৃঙ্খলা পরিস্থিতি স্বাভাবিক রাখতে নানা উদ্যোগ নেওয়া হয়েছে বলে জানা গেছে। স্থানীয়রা বলছেন, এ নিয়ে সাধারণ মানুষের মধ্যে উদ্বেগ বাড়ছে এবং নিরাপত্তা জোরদারের দাবি উঠেছে। xyxy=(507,315,659,349)
article-body xyxy=(175,899,327,1037)
article-a2[interactable] xyxy=(8,368,160,457)
paragraph: জাতীয় সংসদ নির্বাচন সামনে রেখে বিভিন্ন এলাকায় রাজনৈতিক দলগুলোর প্রচার প্রচারণা শুরু হয়েছে। প্রশাসনের পক্ষ থেকে আইনশৃঙ্খলা পরিস্থিতি স্বাভাবিক রাখতে নানা উদ্যোগ নেওয়া হয়েছে বলে জানা গেছে। স্থানীয়রা বলছেন, এ নিয়ে সাধারণ মানুষের মধ্যে উদ্বেগ বাড়ছে এবং নিরাপত্তা জোরদারের দাবি উঠেছে। xyxy=(174,76,326,110)
paragraph: জাতীয় সংসদ নির্বাচন সামনে রেখে বিভিন্ন এলাকায় রাজনৈতিক দলগুলোর প্রচার প্রচারণা শুরু হয়েছে। প্রশাসনের পক্ষ থেকে আইনশৃঙ্খলা পরিস্থিতি স্বাভাবিক রাখতে নানা উদ্যোগ নেওয়া হয়েছে বলে জানা গেছে। স্থানীয়রা বলছেন, এ নিয়ে সাধারণ মানুষের মধ্যে উদ্বেগ বাড়ছে এবং নিরাপত্তা জোরদারের দাবি উঠেছে। xyxy=(507,145,659,179)
divider xyxy=(175,564,327,565)
columns xyxy=(8,42,659,1137)
paragraph: জাতীয় সংসদ নির্বাচন সামনে রেখে বিভিন্ন এলাকায় রাজনৈতিক দলগুলোর প্রচার প্রচারণা শুরু হয়েছে। প্রশাসনের পক্ষ থেকে আইনশৃঙ্খলা পরিস্থিতি স্বাভাবিক রাখতে নানা উদ্যোগ নেওয়া হয়েছে বলে জানা গেছে। স্থানীয়রা বলছেন, এ নিয়ে সাধারণ মানুষের মধ্যে উদ্বেগ বাড়ছে এবং নিরাপত্তা জোরদারের দাবি উঠেছে। xyxy=(174,246,326,280)
paragraph: জাতীয় সংসদ নির্বাচন সামনে রেখে বিভিন্ন এলাকায় রাজনৈতিক দলগুলোর প্রচার প্রচারণা শুরু হয়েছে। প্রশাসনের পক্ষ থেকে আইনশৃঙ্খলা পরিস্থিতি স্বাভাবিক রাখতে নানা উদ্যোগ নেওয়া হয়েছে বলে জানা গেছে। স্থানীয়রা বলছেন, এ নিয়ে সাধারণ মানুষের মধ্যে উদ্বেগ বাড়ছে এবং নিরাপত্তা জোরদারের দাবি উঠেছে। xyxy=(174,899,326,932)
paragraph: জাতীয় সংসদ নির্বাচন সামনে রেখে বিভিন্ন এলাকায় রাজনৈতিক দলগুলোর প্রচার প্রচারণা শুরু হয়েছে। প্রশাসনের পক্ষ থেকে আইনশৃঙ্খলা পরিস্থিতি স্বাভাবিক রাখতে নানা উদ্যোগ নেওয়া হয়েছে বলে জানা গেছে। স্থানীয়রা বলছেন, এ নিয়ে সাধারণ মানুষের মধ্যে উদ্বেগ বাড়ছে এবং নিরাপত্তা জোরদারের দাবি উঠেছে। xyxy=(341,658,493,691)
paragraph: জাতীয় সংসদ নির্বাচন সামনে রেখে বিভিন্ন এলাকায় রাজনৈতিক দলগুলোর প্রচার প্রচারণা শুরু হয়েছে। প্রশাসনের পক্ষ থেকে আইনশৃঙ্খলা পরিস্থিতি স্বাভাবিক রাখতে নানা উদ্যোগ নেওয়া হয়েছে বলে জানা গেছে। স্থানীয়রা বলছেন, এ নিয়ে সাধারণ মানুষের মধ্যে উদ্বেগ বাড়ছে এবং নিরাপত্তা জোরদারের দাবি উঠেছে। xyxy=(8,486,160,520)
headline[interactable]: হাদিকে গুলির ঘটনা মাথায় xyxy=(14,916,154,932)
headline[interactable]: সোহাগপাড়াইতে আয়ারলেডে xyxy=(508,666,660,700)
paragraph: জাতীয় সংসদ নির্বাচন সামনে রেখে বিভিন্ন এলাকায় রাজনৈতিক দলগুলোর প্রচার প্রচারণা শুরু হয়েছে। প্রশাসনের পক্ষ থেকে আইনশৃঙ্খলা পরিস্থিতি স্বাভাবিক রাখতে নানা উদ্যোগ নেওয়া হয়েছে বলে জানা গেছে। স্থানীয়রা বলছেন, এ নিয়ে সাধারণ মানুষের মধ্যে উদ্বেগ বাড়ছে এবং নিরাপত্তা জোরদারের দাবি উঠেছে। xyxy=(174,176,326,210)
subheading: মুন্সীগঞ্জ ও নারায়ণগঞ্জ xyxy=(8,61,63,68)
paragraph: জাতীয় সংসদ নির্বাচন সামনে রেখে বিভিন্ন এলাকায় রাজনৈতিক দলগুলোর প্রচার প্রচারণা শুরু হয়েছে। প্রশাসনের পক্ষ থেকে আইনশৃঙ্খলা পরিস্থিতি স্বাভাবিক রাখতে নানা উদ্যোগ নেওয়া হয়েছে বলে জানা গেছে। স্থানীয়রা বলছেন, এ নিয়ে সাধারণ মানুষের মধ্যে উদ্বেগ বাড়ছে এবং নিরাপত্তা জোরদারের দাবি উঠেছে। xyxy=(341,318,493,352)
article-body xyxy=(508,483,660,551)
article-c3[interactable] xyxy=(341,435,493,594)
headline[interactable]: পাইপলাইন শহীদ বুদ্ধিজীবী xyxy=(514,565,652,581)
paragraph: জাতীয় সংসদ নির্বাচন সামনে রেখে বিভিন্ন এলাকায় রাজনৈতিক দলগুলোর প্রচার প্রচারণা শুরু হয়েছে। প্রশাসনের পক্ষ থেকে আইনশৃঙ্খলা পরিস্থিতি স্বাভাবিক রাখতে নানা উদ্যোগ নেওয়া হয়েছে বলে জানা গেছে। স্থানীয়রা বলছেন, এ নিয়ে সাধারণ মানুষের মধ্যে উদ্বেগ বাড়ছে এবং নিরাপত্তা জোরদারের দাবি উঠেছে। xyxy=(507,701,659,734)
headline[interactable]: বেকারত্ব-দারিদ্র্য বাড়ছে xyxy=(348,193,486,212)
paragraph: জাতীয় সংসদ নির্বাচন সামনে রেখে বিভিন্ন এলাকায় রাজনৈতিক দলগুলোর প্রচার প্রচারণা শুরু হয়েছে। প্রশাসনের পক্ষ থেকে আইনশৃঙ্খলা পরিস্থিতি স্বাভাবিক রাখতে নানা উদ্যোগ নেওয়া হয়েছে বলে জানা গেছে। স্থানীয়রা বলছেন, এ নিয়ে সাধারণ মানুষের মধ্যে উদ্বেগ বাড়ছে এবং নিরাপত্তা জোরদারের দাবি উঠেছে। xyxy=(341,623,493,656)
paragraph: জাতীয় সংসদ নির্বাচন সামনে রেখে বিভিন্ন এলাকায় রাজনৈতিক দলগুলোর প্রচার প্রচারণা শুরু হয়েছে। প্রশাসনের পক্ষ থেকে আইনশৃঙ্খলা পরিস্থিতি স্বাভাবিক রাখতে নানা উদ্যোগ নেওয়া হয়েছে বলে জানা গেছে। স্থানীয়রা বলছেন, এ নিয়ে সাধারণ মানুষের মধ্যে উদ্বেগ বাড়ছে এবং নিরাপত্তা জোরদারের দাবি উঠেছে। xyxy=(507,943,659,976)
paragraph: জাতীয় সংসদ নির্বাচন সামনে রেখে বিভিন্ন এলাকায় রাজনৈতিক দলগুলোর প্রচার প্রচারণা শুরু হয়েছে। প্রশাসনের পক্ষ থেকে আইনশৃঙ্খলা পরিস্থিতি স্বাভাবিক রাখতে নানা উদ্যোগ নেওয়া হয়েছে বলে জানা গেছে। স্থানীয়রা বলছেন, এ নিয়ে সাধারণ মানুষের মধ্যে উদ্বেগ বাড়ছে এবং নিরাপত্তা জোরদারের দাবি উঠেছে। xyxy=(341,833,493,866)
headline[interactable]: সেন্ট মার্টিনে যেতে পর্যটকের xyxy=(177,1052,323,1068)
divider xyxy=(508,658,660,659)
article-body xyxy=(8,387,160,455)
paragraph: জাতীয় সংসদ নির্বাচন সামনে রেখে বিভিন্ন এলাকায় রাজনৈতিক দলগুলোর প্রচার প্রচারণা শুরু হয়েছে। প্রশাসনের পক্ষ থেকে আইনশৃঙ্খলা পরিস্থিতি স্বাভাবিক রাখতে নানা উদ্যোগ নেওয়া হয়েছে বলে জানা গেছে। স্থানীয়রা বলছেন, এ নিয়ে সাধারণ মানুষের মধ্যে উদ্বেগ বাড়ছে এবং নিরাপত্তা জোরদারের দাবি উঠেছে। xyxy=(8,111,160,145)
headline[interactable]: দুই শহীদ বুদ্ধিজীবীকে xyxy=(520,853,647,872)
article-body xyxy=(8,487,160,730)
paragraph: জাতীয় সংসদ নির্বাচন সামনে রেখে বিভিন্ন এলাকায় রাজনৈতিক দলগুলোর প্রচার প্রচারণা শুরু হয়েছে। প্রশাসনের পক্ষ থেকে আইনশৃঙ্খলা পরিস্থিতি স্বাভাবিক রাখতে নানা উদ্যোগ নেওয়া হয়েছে বলে জানা গেছে। স্থানীয়রা বলছেন, এ নিয়ে সাধারণ মানুষের মধ্যে উদ্বেগ বাড়ছে এবং নিরাপত্তা জোরদারের দাবি উঠেছে। xyxy=(507,517,659,551)
paragraph: জাতীয় সংসদ নির্বাচন সামনে রেখে বিভিন্ন এলাকায় রাজনৈতিক দলগুলোর প্রচার প্রচারণা শুরু হয়েছে। প্রশাসনের পক্ষ থেকে আইনশৃঙ্খলা পরিস্থিতি স্বাভাবিক রাখতে নানা উদ্যোগ নেওয়া হয়েছে বলে জানা গেছে। স্থানীয়রা বলছেন, এ নিয়ে সাধারণ মানুষের মধ্যে উদ্বেগ বাড়ছে এবং নিরাপত্তা জোরদারের দাবি উঠেছে। xyxy=(507,1048,659,1081)
paragraph: জাতীয় সংসদ নির্বাচন সামনে রেখে বিভিন্ন এলাকায় রাজনৈতিক দলগুলোর প্রচার প্রচারণা শুরু হয়েছে। প্রশাসনের পক্ষ থেকে আইনশৃঙ্খলা পরিস্থিতি স্বাভাবিক রাখতে নানা উদ্যোগ নেওয়া হয়েছে বলে জানা গেছে। স্থানীয়রা বলছেন, এ নিয়ে সাধারণ মানুষের মধ্যে উদ্বেগ বাড়ছে এবং নিরাপত্তা জোরদারের দাবি উঠেছে। xyxy=(341,388,493,422)
paragraph: জাতীয় সংসদ নির্বাচন সামনে রেখে বিভিন্ন এলাকায় রাজনৈতিক দলগুলোর প্রচার প্রচারণা শুরু হয়েছে। প্রশাসনের পক্ষ থেকে আইনশৃঙ্খলা পরিস্থিতি স্বাভাবিক রাখতে নানা উদ্যোগ নেওয়া হয়েছে বলে জানা গেছে। স্থানীয়রা বলছেন, এ নিয়ে সাধারণ মানুষের মধ্যে উদ্বেগ বাড়ছে এবং নিরাপত্তা জোরদারের দাবি উঠেছে। xyxy=(341,453,493,487)
article-b3[interactable] xyxy=(175,328,327,559)
paragraph: জাতীয় সংসদ নির্বাচন সামনে রেখে বিভিন্ন এলাকায় রাজনৈতিক দলগুলোর প্রচার প্রচারণা শুরু হয়েছে। প্রশাসনের পক্ষ থেকে আইনশৃঙ্খলা পরিস্থিতি স্বাভাবিক রাখতে নানা উদ্যোগ নেওয়া হয়েছে বলে জানা গেছে। স্থানীয়রা বলছেন, এ নিয়ে সাধারণ মানুষের মধ্যে উদ্বেগ বাড়ছে এবং নিরাপত্তা জোরদারের দাবি উঠেছে। xyxy=(174,42,326,75)
paragraph: জাতীয় সংসদ নির্বাচন সামনে রেখে বিভিন্ন এলাকায় রাজনৈতিক দলগুলোর প্রচার প্রচারণা শুরু হয়েছে। প্রশাসনের পক্ষ থেকে আইনশৃঙ্খলা পরিস্থিতি স্বাভাবিক রাখতে নানা উদ্যোগ নেওয়া হয়েছে বলে জানা গেছে। স্থানীয়রা বলছেন, এ নিয়ে সাধারণ মানুষের মধ্যে উদ্বেগ বাড়ছে এবং নিরাপত্তা জোরদারের দাবি উঠেছে। xyxy=(341,111,493,145)
paragraph: জাতীয় সংসদ নির্বাচন সামনে রেখে বিভিন্ন এলাকায় রাজনৈতিক দলগুলোর প্রচার প্রচারণা শুরু হয়েছে। প্রশাসনের পক্ষ থেকে আইনশৃঙ্খলা পরিস্থিতি স্বাভাবিক রাখতে নানা উদ্যোগ নেওয়া হয়েছে বলে জানা গেছে। স্থানীয়রা বলছেন, এ নিয়ে সাধারণ মানুষের মধ্যে উদ্বেগ বাড়ছে এবং নিরাপত্তা জোরদারের দাবি উঠেছে। xyxy=(8,181,160,215)
paragraph: জাতীয় সংসদ নির্বাচন সামনে রেখে বিভিন্ন এলাকায় রাজনৈতিক দলগুলোর প্রচার প্রচারণা শুরু হয়েছে। প্রশাসনের পক্ষ থেকে আইনশৃঙ্খলা পরিস্থিতি স্বাভাবিক রাখতে নানা উদ্যোগ নেওয়া হয়েছে বলে জানা গেছে। স্থানীয়রা বলছেন, এ নিয়ে সাধারণ মানুষের মধ্যে উদ্বেগ বাড়ছে এবং নিরাপত্তা জোরদারের দাবি উঠেছে। xyxy=(507,806,659,839)
divider xyxy=(8,736,160,737)
column-4 xyxy=(501,42,660,1081)
paragraph: জাতীয় সংসদ নির্বাচন সামনে রেখে বিভিন্ন এলাকায় রাজনৈতিক দলগুলোর প্রচার প্রচারণা শুরু হয়েছে। প্রশাসনের পক্ষ থেকে আইনশৃঙ্খলা পরিস্থিতি স্বাভাবিক রাখতে নানা উদ্যোগ নেওয়া হয়েছে বলে জানা গেছে। স্থানীয়রা বলছেন, এ নিয়ে সাধারণ মানুষের মধ্যে উদ্বেগ বাড়ছে এবং নিরাপত্তা জোরদারের দাবি উঠেছে। xyxy=(507,771,659,804)
paragraph: জাতীয় সংসদ নির্বাচন সামনে রেখে বিভিন্ন এলাকায় রাজনৈতিক দলগুলোর প্রচার প্রচারণা শুরু হয়েছে। প্রশাসনের পক্ষ থেকে আইনশৃঙ্খলা পরিস্থিতি স্বাভাবিক রাখতে নানা উদ্যোগ নেওয়া হয়েছে বলে জানা গেছে। স্থানীয়রা বলছেন, এ নিয়ে সাধারণ মানুষের মধ্যে উদ্বেগ বাড়ছে এবং নিরাপত্তা জোরদারের দাবি উঠেছে। xyxy=(174,281,326,315)
headline[interactable]: নির্বাচন ঘিরে রাজনৈতিক xyxy=(185,124,315,140)
article-c2[interactable] xyxy=(341,193,493,424)
article-d2[interactable] xyxy=(508,192,660,351)
article-body xyxy=(341,624,493,867)
divider xyxy=(8,362,160,363)
article-a4[interactable] xyxy=(8,742,160,903)
article-body xyxy=(8,61,160,355)
headline[interactable]: আতঙ্কে সন্ত্রাস প্রার্থীরা xyxy=(359,606,474,622)
article-body xyxy=(8,763,160,901)
article-body xyxy=(508,583,660,651)
headline[interactable]: দিল্লির দায়িত্বশীল ভূমিকা xyxy=(177,674,323,693)
paragraph: জাতীয় সংসদ নির্বাচন সামনে রেখে বিভিন্ন এলাকায় রাজনৈতিক দলগুলোর প্রচার প্রচারণা শুরু হয়েছে। প্রশাসনের পক্ষ থেকে আইনশৃঙ্খলা পরিস্থিতি স্বাভাবিক রাখতে নানা উদ্যোগ নেওয়া হয়েছে বলে জানা গেছে। স্থানীয়রা বলছেন, এ নিয়ে সাধারণ মানুষের মধ্যে উদ্বেগ বাড়ছে এবং নিরাপত্তা জোরদারের দাবি উঠেছে। xyxy=(8,626,160,659)
subheading: নির্বাচনী সহিংসতা xyxy=(8,69,51,76)
paragraph: জাতীয় সংসদ নির্বাচন সামনে রেখে বিভিন্ন এলাকায় রাজনৈতিক দলগুলোর প্রচার প্রচারণা শুরু হয়েছে। প্রশাসনের পক্ষ থেকে আইনশৃঙ্খলা পরিস্থিতি স্বাভাবিক রাখতে নানা উদ্যোগ নেওয়া হয়েছে বলে জানা গেছে। স্থানীয়রা বলছেন, এ নিয়ে সাধারণ মানুষের মধ্যে উদ্বেগ বাড়ছে এবং নিরাপত্তা জোরদারের দাবি উঠেছে। xyxy=(8,661,160,694)
article-b2[interactable] xyxy=(175,123,327,317)
headline[interactable]: মাদ্রাসায় চালু হচ্ছে xyxy=(194,328,307,347)
headline[interactable]: ভূমি রেজিস্ট্রেশন ভূমি xyxy=(362,436,472,452)
divider xyxy=(175,1044,327,1045)
article-body xyxy=(508,383,660,451)
paragraph: জাতীয় সংসদ নির্বাচন সামনে রেখে বিভিন্ন এলাকায় রাজনৈতিক দলগুলোর প্রচার প্রচারণা শুরু হয়েছে। প্রশাসনের পক্ষ থেকে আইনশৃঙ্খলা পরিস্থিতি স্বাভাবিক রাখতে নানা উদ্যোগ নেওয়া হয়েছে বলে জানা গেছে। স্থানীয়রা বলছেন, এ নিয়ে সাধারণ মানুষের মধ্যে উদ্বেগ বাড়ছে এবং নিরাপত্তা জোরদারের দাবি উঠেছে। xyxy=(507,110,659,144)
